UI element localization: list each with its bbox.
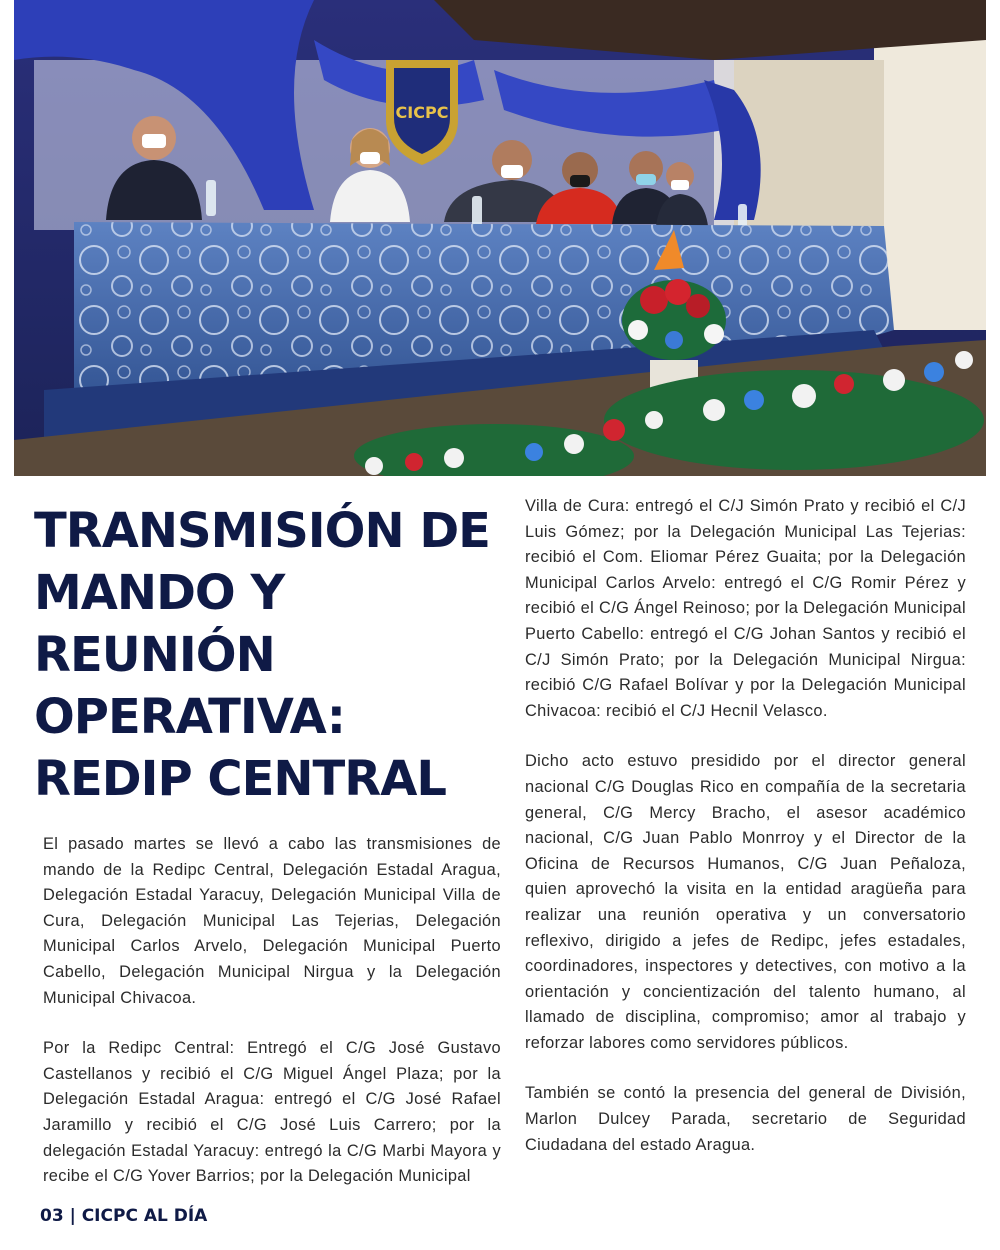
article-column-right xyxy=(525,494,966,1183)
paragraph: El pasado martes se llevó a cabo las transmisiones de mando de la Redipc Central, Delegación Estadal Aragua, Delegación Estadal Yaracuy, Delegación Municipal Villa de Cura, Delegación Municipal Las Tejerias, Delegación Municipal Carlos Arvelo, Delegación Municipal Puerto Cabello, Delegación Municipal Nirgua y la Delegación Municipal Chivacoa. xyxy=(43,835,501,1007)
water-bottle xyxy=(206,180,216,216)
event-photo xyxy=(14,0,986,476)
paragraph: Dicho acto estuvo presidido por el director general nacional C/G Douglas Rico en compañía de la secretaria general, C/G Mercy Bracho, el asesor académico nacional, C/G Juan Pablo Monrroy y el Director de la Oficina de Recursos Humanos, C/G Juan Peñaloza, quien aprovechó la visita en la entidad aragüeña para realizar una reunión operativa y un conversatorio reflexivo, dirigido a jefes de Redipc, jefes estadales, coordinadores, inspectores y detectives, con motivo a la orientación y concientización del talento humano, al llamado de disciplina, compromiso; amor al trabajo y reforzar labores como servidores públicos. xyxy=(525,752,966,1052)
article-title: TRANSMISIÓN DE MANDO Y REUNIÓN OPERATIVA: REDIP CENTRAL xyxy=(34,503,490,807)
water-bottle xyxy=(472,196,482,226)
right-wall xyxy=(874,0,986,330)
event-photo-illustration xyxy=(14,0,986,476)
article-column-left xyxy=(43,832,501,1215)
paragraph: También se contó la presencia del general de División, Marlon Dulcey Parada, secretario de Seguridad Ciudadana del estado Aragua. xyxy=(525,1084,966,1154)
emblem-text: CICPC xyxy=(395,103,449,122)
paragraph: Por la Redipc Central: Entregó el C/G José Gustavo Castellanos y recibió el C/G Miguel Ángel Plaza; por la Delegación Estadal Aragua: entregó el C/G José Rafael Jaramillo y recibió el C/G José Luis Carrero; por la delegación Estadal Yaracuy: entregó la C/G Marbi Mayora y recibe el C/G Yover Barrios; por la Delegación Municipal xyxy=(43,1039,501,1186)
page-footer: 03 | CICPC AL DÍA xyxy=(40,1206,208,1226)
paragraph: Villa de Cura: entregó el C/J Simón Prato y recibió el C/J Luis Gómez; por la Delegación Municipal Las Tejerias: recibió el Com. Eliomar Pérez Guaita; por la Delegación Municipal Carlos Arvelo: entregó el C/G Romir Pérez y recibió el C/G Ángel Reinoso; por la Delegación Municipal Puerto Cabello: entregó el C/G Johan Santos y recibió el C/J Simón Prato; por la Delegación Municipal Nirgua: recibió C/G Rafael Bolívar y por la Delegación Municipal Chivacoa: recibió el C/J Hecnil Velasco. xyxy=(525,497,966,720)
